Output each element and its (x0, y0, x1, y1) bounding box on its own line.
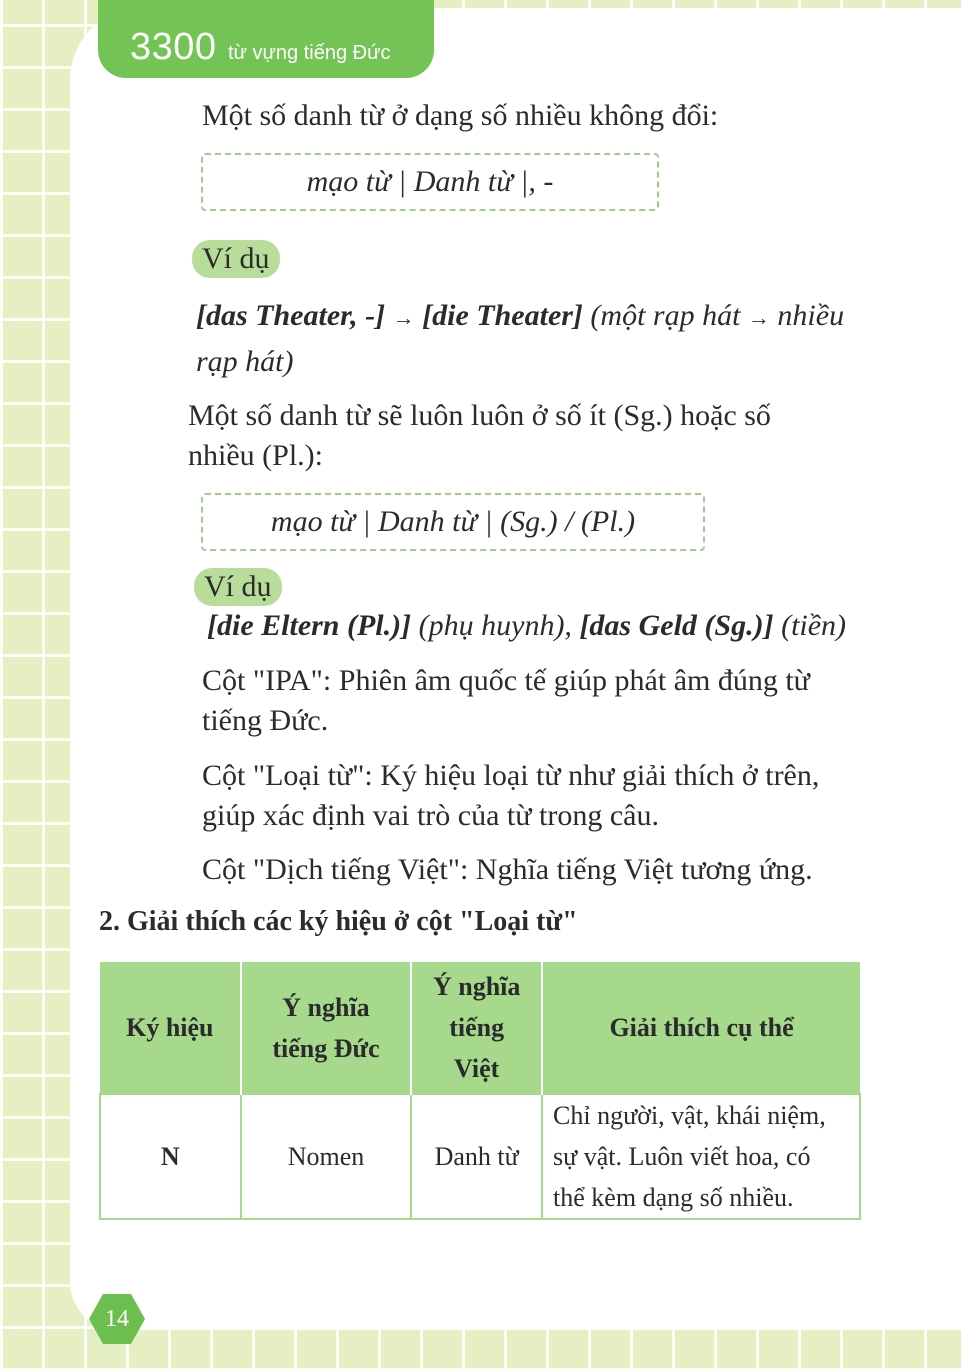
example-eltern-geld (207, 604, 887, 648)
cell-text: sự vật. Luôn viết hoa, có (553, 1142, 811, 1171)
header-explanation (542, 962, 860, 1094)
header-text: Ý nghĩa (432, 972, 521, 1001)
header-text: Việt (454, 1054, 500, 1083)
page-number-badge (89, 1291, 145, 1347)
header-number: 3300 (130, 26, 217, 68)
para-line: nhiều (Pl.): (188, 439, 323, 472)
page-number: 14 (105, 1306, 129, 1332)
para-dich: Cột "Dịch tiếng Việt": Nghĩa tiếng Việt tương ứng. (202, 853, 813, 886)
para-line: Cột "Loại từ": Ký hiệu loại từ như giải thích ở trên, (202, 759, 820, 792)
header-symbol (100, 962, 241, 1094)
header-text: Ý nghĩa (282, 992, 370, 1022)
example-label: Ví dụ (194, 568, 282, 606)
example-term: [die Theater] (422, 299, 583, 332)
example-term: [die Eltern (Pl.)] (207, 609, 412, 642)
formula-box-unchanged (201, 153, 659, 211)
example-theater (196, 294, 876, 384)
para-line: Một số danh từ sẽ luôn luôn ở số ít (Sg.) hoặc số (188, 399, 771, 432)
header-tab (98, 0, 434, 78)
section-title: 2. Giải thích các ký hiệu ở cột "Loại từ" (99, 906, 578, 937)
header-text: Ký hiệu (126, 1013, 214, 1042)
cell-text: Chỉ người, vật, khái niệm, (553, 1101, 826, 1130)
cell-symbol: N (100, 1094, 241, 1219)
arrow-icon: → (392, 305, 415, 330)
para-loai-tu (202, 756, 892, 836)
para-ipa (202, 661, 882, 741)
para-line: Cột "IPA": Phiên âm quốc tế giúp phát âm đúng từ (202, 664, 810, 697)
cell-german: Nomen (241, 1094, 412, 1219)
para-unchanged-plural: Một số danh từ ở dạng số nhiều không đổi: (202, 99, 719, 132)
example-meaning: (phụ huynh), (418, 609, 572, 642)
header-text: tiếng (449, 1013, 505, 1042)
example-meaning: nhiều (777, 299, 845, 332)
table-header-row (100, 962, 860, 1094)
header-vietnamese-meaning (411, 962, 542, 1094)
formula-box-sg-pl (201, 493, 705, 551)
example-term: [das Theater, -] (196, 299, 386, 332)
header-german-meaning (241, 962, 412, 1094)
example-theater-line1 (196, 294, 876, 340)
header-text: Giải thích cụ thể (609, 1013, 794, 1042)
arrow-icon: → (747, 305, 770, 330)
example-term: [das Geld (Sg.)] (579, 609, 774, 642)
formula-text: mạo từ | Danh từ |, - (306, 165, 554, 198)
table-row (100, 1094, 860, 1219)
para-line: giúp xác định vai trò của từ trong câu. (202, 799, 659, 832)
example-meaning: (một rạp hát (590, 299, 741, 332)
cell-text: thể kèm dạng số nhiều. (553, 1183, 794, 1212)
example-meaning: (tiền) (781, 609, 847, 642)
formula-text: mạo từ | Danh từ | (Sg.) / (Pl.) (270, 505, 636, 538)
example-label: Ví dụ (192, 240, 280, 278)
header-text: tiếng Đức (272, 1033, 380, 1063)
cell-vietnamese: Danh từ (411, 1094, 542, 1219)
symbol-table (99, 962, 861, 1220)
para-line: tiếng Đức. (202, 704, 329, 737)
header-subtitle: từ vựng tiếng Đức (228, 42, 391, 64)
example-theater-line2: rạp hát) (196, 345, 294, 378)
cell-explanation (542, 1094, 860, 1219)
para-singular-plural (188, 396, 878, 476)
